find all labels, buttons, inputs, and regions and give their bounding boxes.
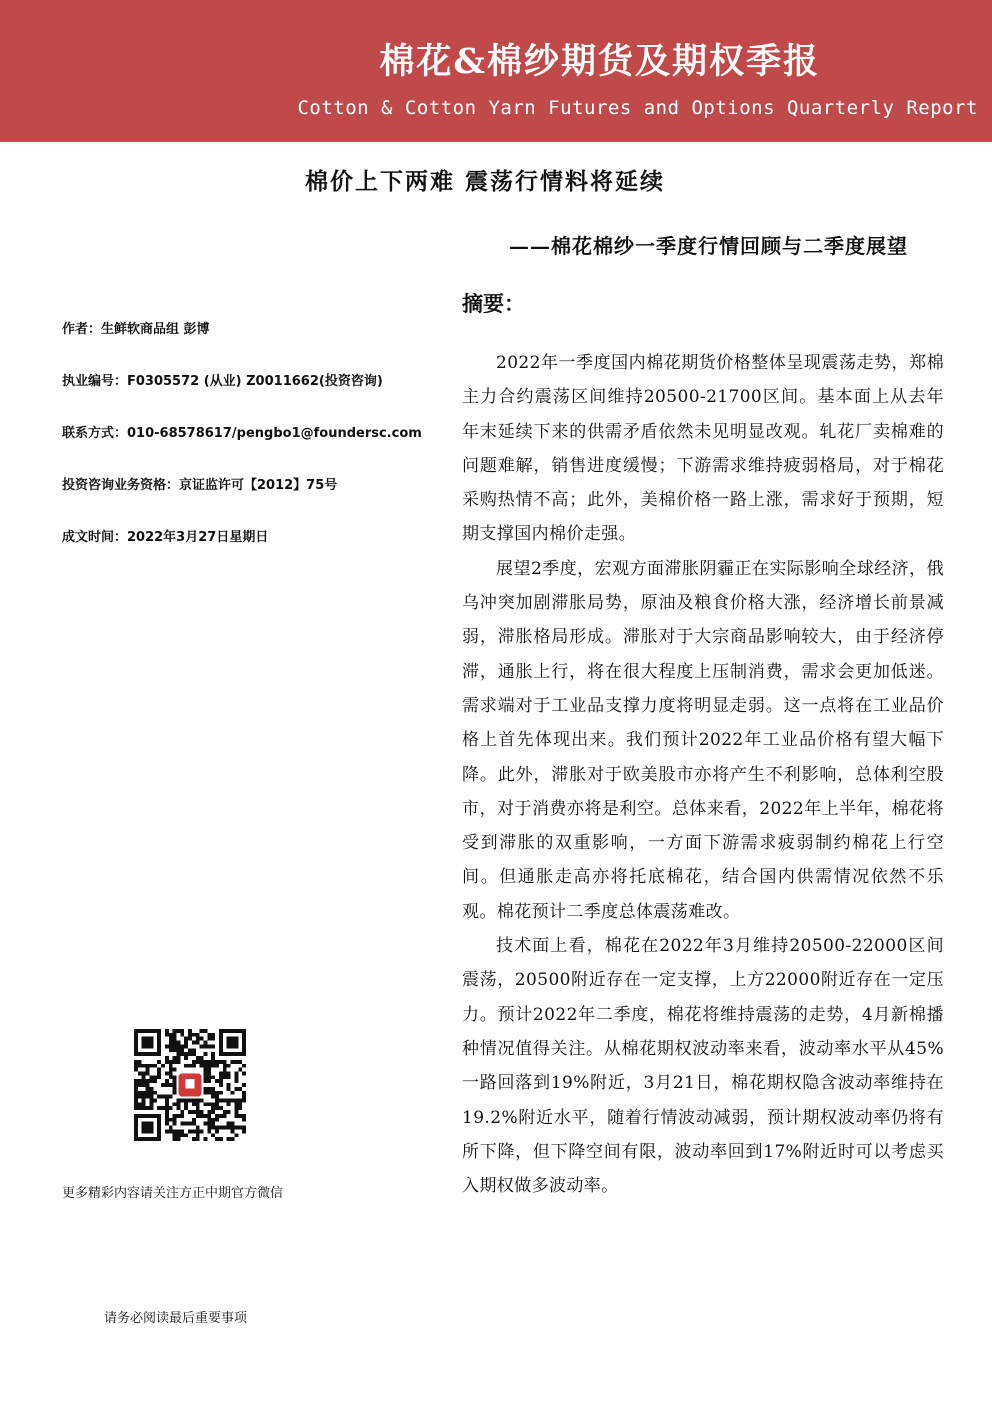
author-line: 作者：生鲜软商品组 彭博 (62, 322, 210, 337)
header-banner (0, 0, 992, 142)
report-series-title: 棉花&棉纱期货及期权季报 (379, 41, 820, 82)
license-line: 执业编号：F0305572 (从业) Z0011662(投资咨询) (62, 374, 383, 389)
report-series-title-en: Cotton & Cotton Yarn Futures and Options Quarterly Report (297, 97, 978, 119)
date-line: 成文时间：2022年3月27日星期日 (62, 530, 269, 545)
qr-caption: 更多精彩内容请关注方正中期官方微信 (62, 1186, 284, 1201)
abstract-body (462, 346, 944, 1203)
contact-line: 联系方式：010-68578617/pengbo1@foundersc.com (62, 426, 422, 441)
report-subtitle: ——棉花棉纱一季度行情回顾与二季度展望 (509, 234, 908, 258)
qr-code-icon (134, 1029, 246, 1141)
qualification-line: 投资咨询业务资格：京证监许可【2012】75号 (62, 478, 338, 493)
abstract-paragraph: 技术面上看，棉花在2022年3月维持20500-22000区间震荡，20500附近存在一定支撑，上方22000附近存在一定压力。预计2022年二季度，棉花将维持震荡的走势，4月新棉播种情况值得关注。从棉花期权波动率来看，波动率水平从45%一路回落到19%附近，3月21日，棉花期权隐含波动率维持在19.2%附近水平，随着行情波动减弱，预计期权波动率仍将有所下降，但下降空间有限，波动率回到17%附近时可以考虑买入期权做多波动率。 (462, 936, 944, 1197)
abstract-paragraph: 展望2季度，宏观方面滞胀阴霾正在实际影响全球经济，俄乌冲突加剧滞胀局势，原油及粮食价格大涨，经济增长前景减弱，滞胀格局形成。滞胀对于大宗商品影响较大，由于经济停滞，通胀上行，将在很大程度上压制消费，需求会更加低迷。需求端对于工业品支撑力度将明显走弱。这一点将在工业品价格上首先体现出来。我们预计2022年工业品价格有望大幅下降。此外，滞胀对于欧美股市亦将产生不利影响，总体利空股市，对于消费亦将是利空。总体来看，2022年上半年，棉花将受到滞胀的双重影响，一方面下游需求疲弱制约棉花上行空间。但通胀走高亦将托底棉花，结合国内供需情况依然不乐观。棉花预计二季度总体震荡难改。 (462, 558, 944, 922)
report-title: 棉价上下两难 震荡行情料将延续 (304, 168, 665, 195)
footer-note: 请务必阅读最后重要事项 (104, 1311, 248, 1326)
abstract-heading: 摘要： (462, 291, 525, 316)
abstract-paragraph: 2022年一季度国内棉花期货价格整体呈现震荡走势，郑棉主力合约震荡区间维持20500-21700区间。基本面上从去年年末延续下来的供需矛盾依然未见明显改观。轧花厂卖棉难的问题难解，销售进度缓慢；下游需求维持疲弱格局，对于棉花采购热情不高；此外，美棉价格一路上涨，需求好于预期，短期支撑国内棉价走强。 (462, 353, 944, 545)
